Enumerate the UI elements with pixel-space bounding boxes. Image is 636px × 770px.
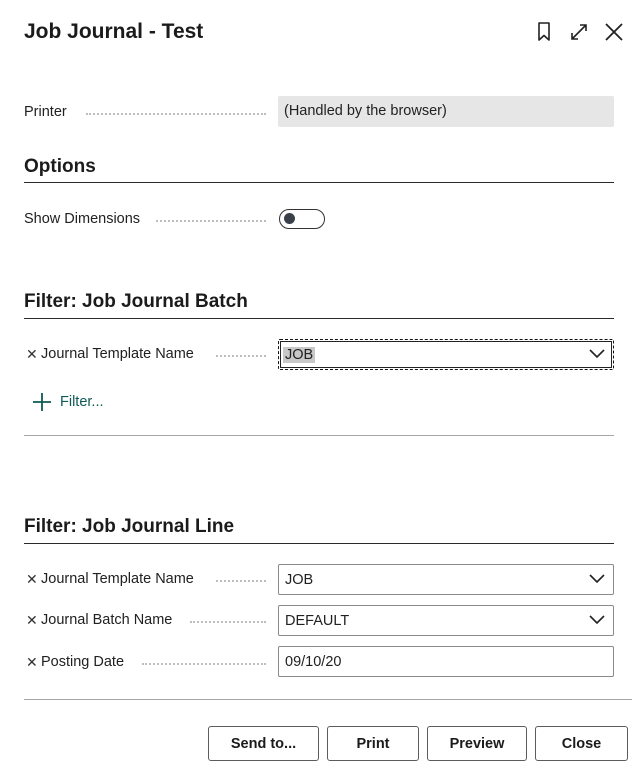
section-divider [24,182,614,183]
remove-filter-icon[interactable]: ✕ [26,612,38,628]
line-batch-name-label: Journal Batch Name [41,612,173,628]
leader-dots [156,220,266,222]
leader-dots [216,580,266,582]
posting-date-label: Posting Date [41,654,125,670]
page-title: Job Journal - Test [24,20,204,43]
remove-filter-icon[interactable]: ✕ [26,571,38,587]
show-dimensions-toggle[interactable] [279,209,325,229]
leader-dots [142,663,266,665]
send-to-button[interactable]: Send to... [208,726,319,761]
posting-date-value: 09/10/20 [285,654,342,670]
remove-filter-icon[interactable]: ✕ [26,346,38,362]
batch-filter-section-title: Filter: Job Journal Batch [24,291,248,312]
line-template-name-label: Journal Template Name [41,571,194,587]
line-batch-name-value: DEFAULT [285,613,350,629]
chevron-down-icon [589,615,605,625]
batch-template-name-select[interactable] [278,339,614,370]
bookmark-icon[interactable] [532,20,556,44]
expand-icon[interactable] [567,20,591,44]
footer-divider [24,699,632,700]
print-button[interactable]: Print [327,726,419,761]
plus-icon [32,392,52,412]
line-template-name-select[interactable] [278,564,614,595]
options-section-title: Options [24,156,96,177]
chevron-down-icon [589,574,605,584]
section-divider [24,543,614,544]
close-button[interactable]: Close [535,726,628,761]
show-dimensions-label: Show Dimensions [24,211,141,227]
batch-template-name-value: JOB [285,347,314,363]
chevron-down-icon [589,349,605,359]
line-template-name-value: JOB [285,572,314,588]
leader-dots [86,113,266,115]
line-filter-section-title: Filter: Job Journal Line [24,516,235,537]
section-divider [24,318,614,319]
printer-label: Printer [24,104,67,120]
preview-button[interactable]: Preview [427,726,527,761]
printer-value: (Handled by the browser) [278,96,614,127]
section-divider [24,435,614,436]
toggle-knob [284,213,295,224]
leader-dots [216,355,266,357]
batch-template-name-label: Journal Template Name [41,346,194,362]
close-icon[interactable] [602,20,626,44]
line-batch-name-select[interactable] [278,605,614,636]
add-filter-label: Filter... [60,394,104,410]
posting-date-input[interactable] [278,646,614,677]
leader-dots [190,621,266,623]
add-filter-button[interactable] [32,392,104,412]
remove-filter-icon[interactable]: ✕ [26,654,38,670]
